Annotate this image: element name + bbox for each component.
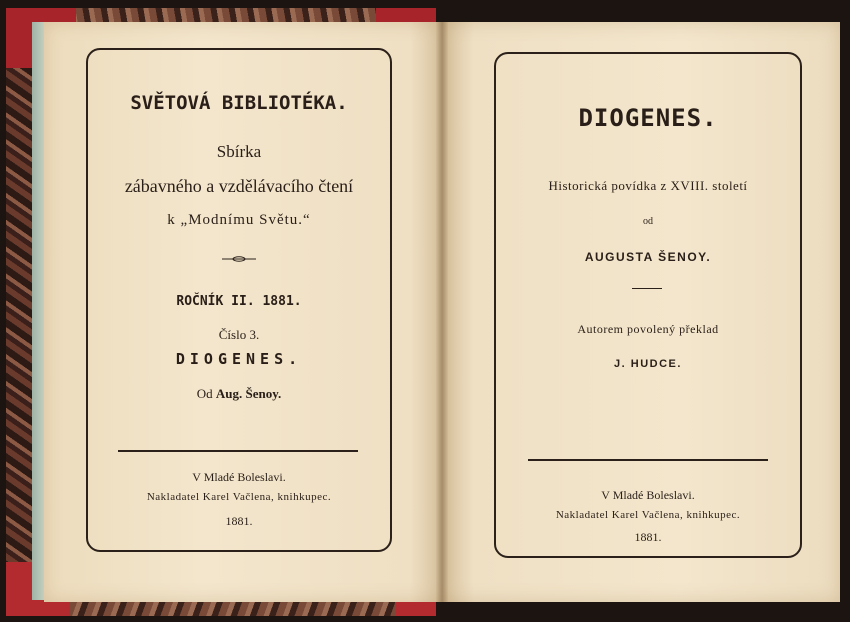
volume-label: ROČNÍK II. 1881. [176,294,302,309]
ornament-divider [222,255,256,263]
book-title: DIOGENES. [578,104,718,132]
author-name: AUGUSTA ŠENOY. [584,250,712,264]
translator-name: J. HUDCE. [614,358,682,370]
subtitle-line: zábavného a vzdělávacího čtení [124,176,354,196]
translation-note: Autorem povolený překlad [577,322,719,336]
publisher-line: Nakladatel Karel Vačlena, knihkupec. [555,509,741,521]
divider-rule [528,459,768,461]
left-title-frame [86,48,392,552]
book-subtitle: Historická povídka z XVIII. století [548,178,748,193]
right-title-frame [494,52,802,558]
subtitle-line: k „Modnímu Světu.“ [167,212,311,228]
author-name: Aug. Šenoy. [215,386,282,401]
short-divider [632,288,662,289]
issue-label: Číslo 3. [218,327,260,342]
subtitle-line: Sbírka [216,142,262,161]
publication-place: V Mladé Boleslavi. [601,488,695,502]
publication-place: V Mladé Boleslavi. [192,470,286,484]
book-title: DIOGENES. [175,350,303,368]
divider-rule [118,450,358,452]
author-prefix: Od [196,386,213,401]
series-title: SVĚTOVÁ BIBLIOTÉKA. [130,92,348,114]
publisher-line: Nakladatel Karel Vačlena, knihkupec. [146,491,332,503]
publication-year: 1881. [225,514,253,528]
book-gutter [436,22,448,602]
author-line [88,386,390,402]
publication-year: 1881. [634,530,662,544]
by-label: od [643,216,653,227]
